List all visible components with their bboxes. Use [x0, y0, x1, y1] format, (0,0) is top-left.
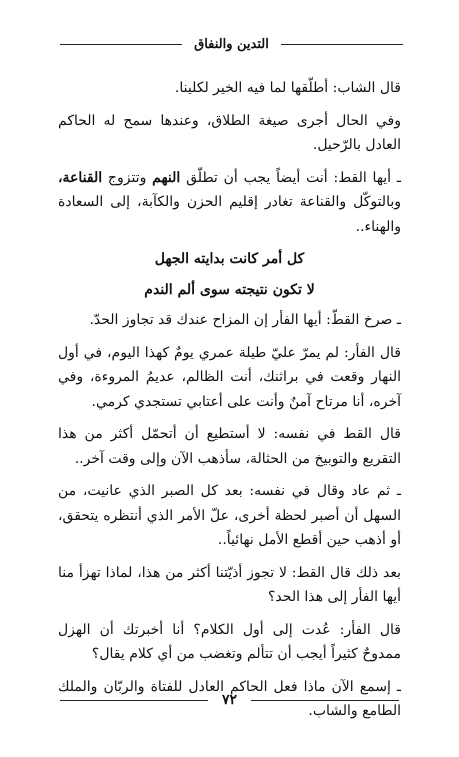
paragraph-3: [58, 166, 401, 240]
maxim-line-1: كل أمر كانت بدايته الجهل: [154, 251, 305, 267]
maxim-line-2: لا تكون نتيجته سوى ألم الندم: [144, 281, 315, 298]
paragraph-4: ـ صرخ القطّ: أيها الفأر إن المزاح عندك قد تجاوز الحدّ.: [89, 312, 401, 328]
emphasis-nahm: النهم: [152, 169, 181, 186]
paragraph-8: بعد ذلك قال القط: لا تجوز أذيّتنا أكثر من هذا، لماذا تهزأ منا أيها الفأر إلى هذا الحد؟: [58, 564, 401, 605]
paragraph-6: قال القط في نفسه: لا أستطيع أن أتحمّل أكثر من هذا التقريع والتوبيخ من الحثالة، سأذهب الآن وإلى وقت آخر..: [58, 426, 401, 467]
page-footer: [60, 690, 399, 710]
page-body: [58, 76, 401, 732]
paragraph-5: قال الفأر: لم يمرّ عليّ طيلة عمري يومٌ كهذا اليوم، في أول النهار وقعت في براثنك، أنت الظالم، عديمُ المروءة، وفي آخره، أنا مرتاح آمنٌ وأنت على أعتابي تستجدي كرمي.: [58, 344, 401, 410]
footer-rule-right: [251, 700, 399, 701]
paragraph-7: ـ ثم عاد وقال في نفسه: بعد كل الصبر الذي عانيت، من السهل أن أصبر لحظة أخرى، علّ الأمر الذي أنتظره يتحقق، أو أذهب حين أقطع الأمل نهائياً..: [58, 483, 401, 548]
paragraph-3-post: وبالتوكّل والقناعة تغادر إقليم الحزن والكآبة، إلى السعادة والهناء..: [58, 194, 401, 235]
running-header: [60, 34, 403, 54]
paragraph-9: قال الفأر: عُدت إلى أول الكلام؟ أنا أخبرتك أن الهزل ممدوحٌ كثيراً أيجب أن تتألم وتغضب من أي كلام يقال؟: [58, 621, 401, 662]
paragraph-3-pre: ـ أيها القط: أنت أيضاً يجب أن تطلّق: [180, 169, 401, 186]
paragraph-10: ـ إسمع الآن ماذا فعل الحاكم العادل للفتاة والربّان والملك الطامع والشاب.: [58, 678, 401, 719]
paragraph-3-mid: وتتزوج: [102, 169, 153, 186]
paragraph-2: وفي الحال أجرى صيغة الطلاق، وعندها سمح له الحاكم العادل بالرّحيل.: [58, 112, 401, 153]
header-rule-right: [281, 44, 403, 45]
header-rule-left: [60, 44, 182, 45]
header-title: التدين والنفاق: [194, 36, 269, 52]
paragraph-1: قال الشاب: أطلّقها لما فيه الخير لكلينا.: [174, 80, 401, 96]
footer-rule-left: [60, 700, 208, 701]
page-number: ٧٢: [221, 692, 238, 708]
emphasis-qanaa: القناعة،: [58, 169, 103, 186]
